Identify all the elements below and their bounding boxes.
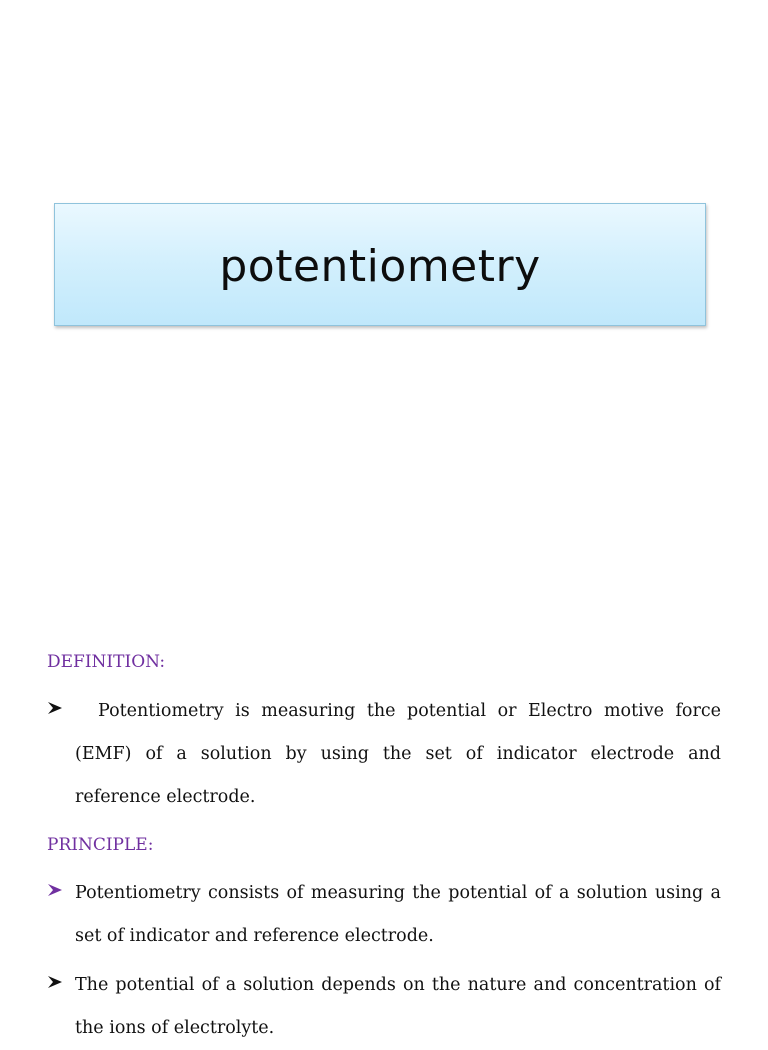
principle-heading: PRINCIPLE: (47, 835, 154, 855)
paragraph-line: set of indicator and reference electrode. (75, 926, 434, 946)
paragraph-line: reference electrode. (75, 787, 256, 807)
definition-paragraph (75, 690, 721, 819)
paragraph-line: (EMF) of a solution by using the set of indicator electrode and (75, 744, 721, 764)
page-title: potentiometry (219, 241, 541, 292)
arrowhead-bullet-icon (47, 975, 63, 989)
title-box (54, 203, 706, 326)
arrowhead-bullet-icon (47, 883, 63, 897)
paragraph-line: the ions of electrolyte. (75, 1018, 275, 1038)
paragraph-line: Potentiometry consists of measuring the potential of a solution using a (75, 883, 721, 903)
principle-paragraph-1 (75, 872, 721, 958)
definition-heading: DEFINITION: (47, 652, 166, 672)
principle-paragraph-2 (75, 964, 721, 1050)
paragraph-line: The potential of a solution depends on the nature and concentration of (75, 975, 721, 995)
arrowhead-bullet-icon (47, 701, 63, 715)
paragraph-line: Potentiometry is measuring the potential or Electro motive force (75, 701, 721, 721)
